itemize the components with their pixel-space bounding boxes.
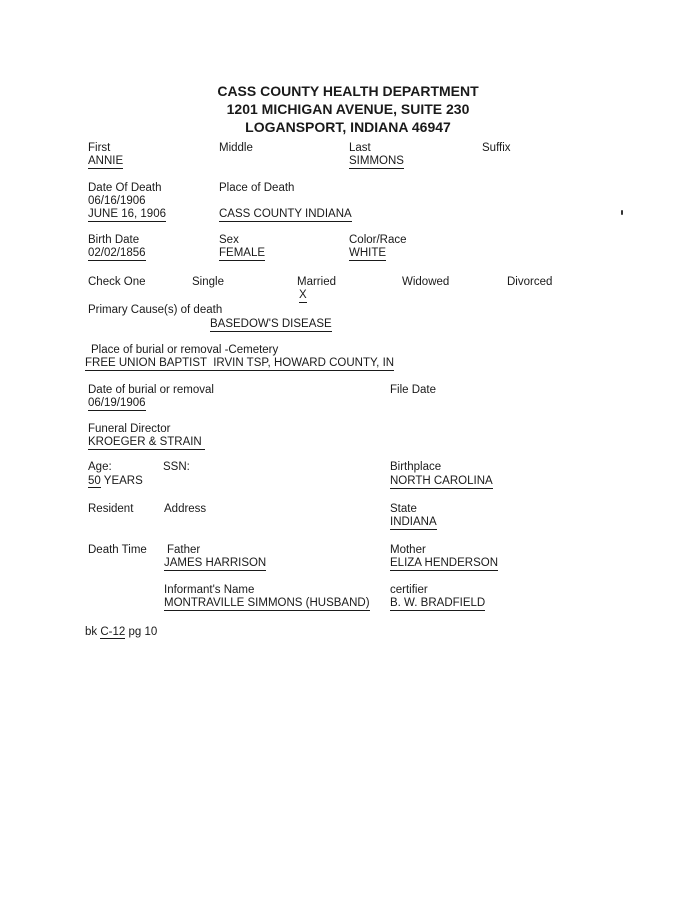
check-one-label: Check One xyxy=(88,276,146,288)
funeral-director-value: KROEGER & STRAIN xyxy=(88,436,205,448)
birthplace-value: NORTH CAROLINA xyxy=(390,475,493,487)
divorced-label: Divorced xyxy=(507,276,553,288)
state-label: State xyxy=(390,503,417,515)
page-number: pg 10 xyxy=(125,626,158,638)
burial-place-value: FREE UNION BAPTIST IRVIN TSP, HOWARD COUNTY, IN xyxy=(85,357,395,369)
header-address: 1201 MICHIGAN AVENUE, SUITE 230 xyxy=(226,101,470,117)
burial-date-label: Date of burial or removal xyxy=(88,384,214,396)
header-department: CASS COUNTY HEALTH DEPARTMENT xyxy=(217,83,479,99)
date-of-death-text: JUNE 16, 1906 xyxy=(88,208,166,220)
middle-label: Middle xyxy=(219,142,253,154)
age-value-number: 50 xyxy=(88,475,101,487)
age-value-unit: YEARS xyxy=(100,475,143,487)
certifier-label: certifier xyxy=(390,584,428,596)
sex-value: FEMALE xyxy=(219,247,266,259)
header-city: LOGANSPORT, INDIANA 46947 xyxy=(245,119,451,135)
single-label: Single xyxy=(192,276,224,288)
birth-date-value: 02/02/1856 xyxy=(88,247,146,259)
death-time-label: Death Time xyxy=(88,544,147,556)
certifier-value: B. W. BRADFIELD xyxy=(390,597,486,609)
primary-cause-label: Primary Cause(s) of death xyxy=(88,304,223,316)
scan-artifact-speck xyxy=(621,210,623,215)
place-of-death-value: CASS COUNTY INDIANA xyxy=(219,208,352,220)
married-label: Married xyxy=(297,276,336,288)
first-label: First xyxy=(88,142,111,154)
color-race-label: Color/Race xyxy=(349,234,407,246)
sex-label: Sex xyxy=(219,234,239,246)
date-of-death-label: Date Of Death xyxy=(88,182,162,194)
state-value: INDIANA xyxy=(390,516,437,528)
suffix-label: Suffix xyxy=(482,142,511,154)
mother-value: ELIZA HENDERSON xyxy=(390,557,498,569)
burial-date-value: 06/19/1906 xyxy=(88,397,146,409)
birthplace-label: Birthplace xyxy=(390,461,442,473)
color-race-value: WHITE xyxy=(349,247,387,259)
date-of-death-numeric: 06/16/1906 xyxy=(88,195,146,207)
resident-label: Resident xyxy=(88,503,134,515)
widowed-label: Widowed xyxy=(402,276,450,288)
first-value: ANNIE xyxy=(88,155,124,167)
burial-place-label: Place of burial or removal -Cemetery xyxy=(91,344,279,356)
funeral-director-label: Funeral Director xyxy=(88,423,171,435)
ssn-label: SSN: xyxy=(163,461,190,473)
birth-date-label: Birth Date xyxy=(88,234,140,246)
file-date-label: File Date xyxy=(390,384,437,396)
father-value: JAMES HARRISON xyxy=(164,557,267,569)
primary-cause-value: BASEDOW'S DISEASE xyxy=(210,318,332,330)
book-page-reference xyxy=(85,625,157,639)
address-label: Address xyxy=(164,503,207,515)
married-check-mark: X xyxy=(299,289,307,301)
mother-label: Mother xyxy=(390,544,426,556)
informant-label: Informant's Name xyxy=(164,584,255,596)
book-prefix: bk xyxy=(85,626,101,638)
age-value xyxy=(88,474,143,488)
last-value: SIMMONS xyxy=(349,155,404,167)
book-number: C-12 xyxy=(100,626,126,638)
place-of-death-label: Place of Death xyxy=(219,182,295,194)
age-label: Age: xyxy=(88,461,112,473)
last-label: Last xyxy=(349,142,371,154)
informant-value: MONTRAVILLE SIMMONS (HUSBAND) xyxy=(164,597,370,609)
father-label: Father xyxy=(167,544,201,556)
